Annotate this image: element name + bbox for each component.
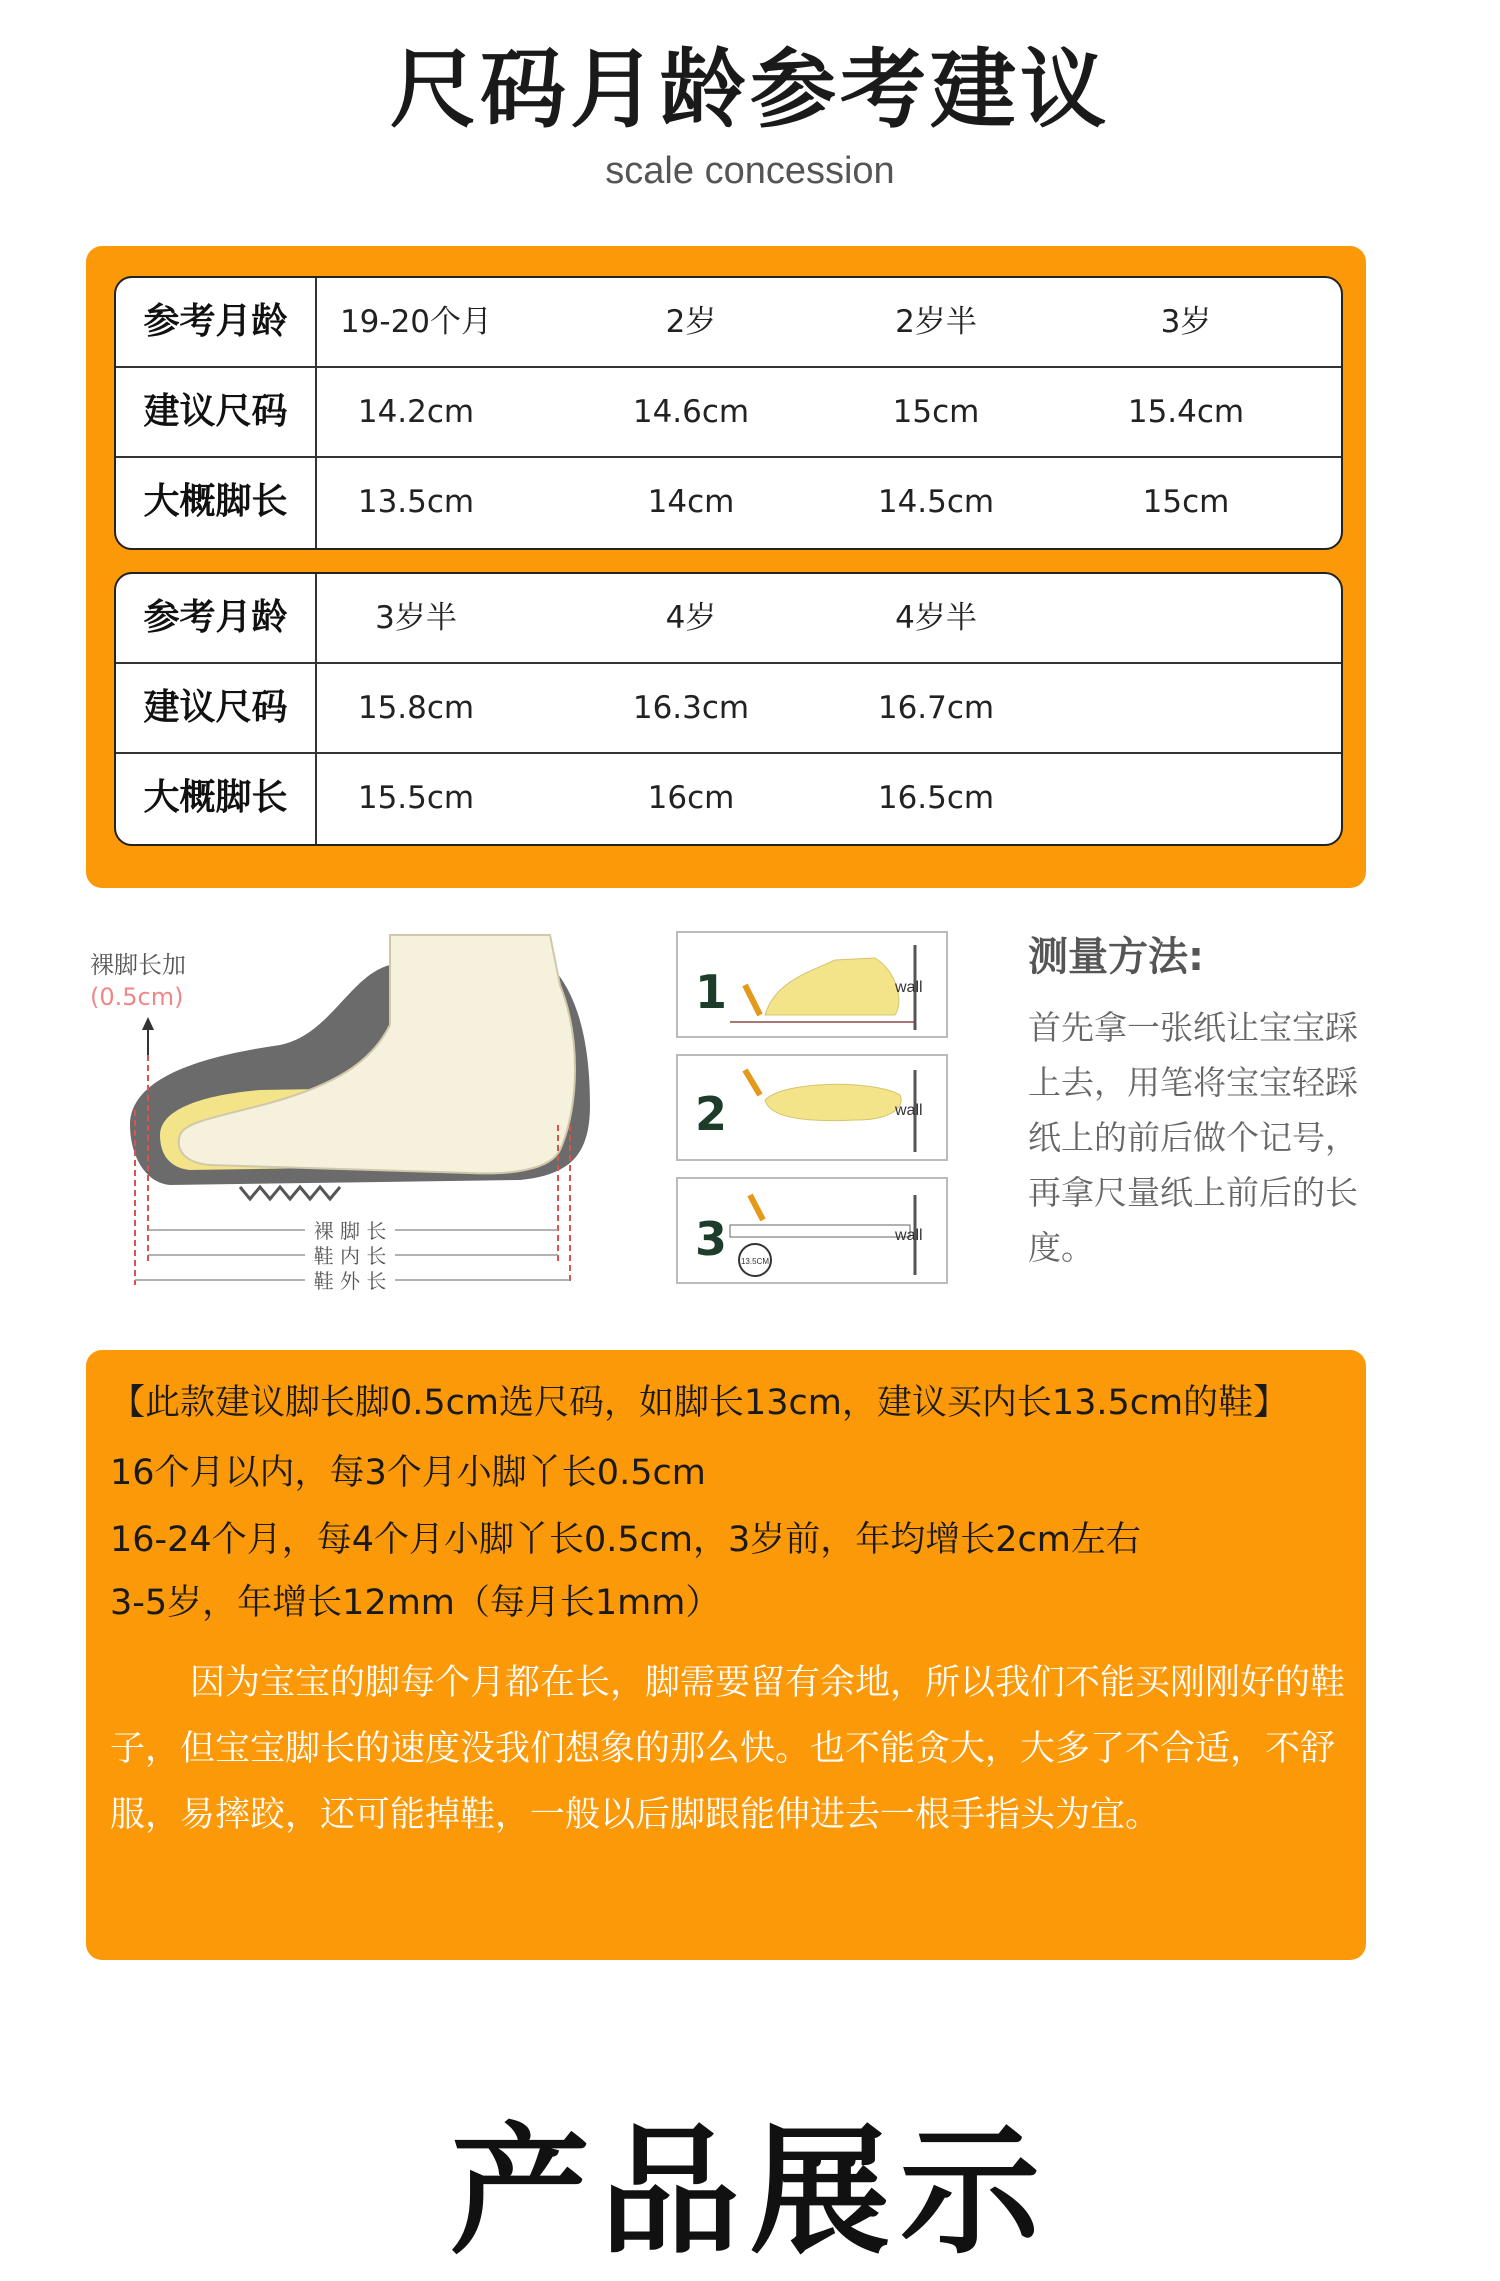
table-cell: 4岁半 (895, 600, 977, 636)
table-cell: 15cm (892, 394, 980, 430)
ruler-mark-label: 13.5CM (740, 1257, 770, 1266)
table-cell: 15cm (1142, 484, 1230, 520)
table-cell: 2岁 (665, 304, 717, 340)
table-cell: 14.2cm (357, 394, 475, 430)
table-cell: 15.5cm (357, 780, 475, 816)
table-cell (1076, 754, 1296, 842)
row-label: 建议尺码 (143, 391, 288, 432)
wall-label: wall (895, 979, 923, 996)
step-3-number: 3 (695, 1212, 728, 1266)
info-line-4: 3-5岁，年增长12mm（每月长1mm） (110, 1583, 721, 1623)
inner-length-label: 鞋 内 长 (313, 1244, 387, 1268)
row-label: 参考月龄 (143, 597, 288, 638)
table-cell: 19-20个月 (339, 304, 493, 340)
sole-tread (240, 1187, 340, 1199)
size-table-2 (114, 572, 1343, 846)
info-line-3: 16-24个月，每4个月小脚丫长0.5cm，3岁前，年均增长2cm左右 (110, 1520, 1141, 1560)
page-title: 尺码月龄参考建议 (390, 40, 1110, 140)
size-table-1 (114, 276, 1343, 550)
table-cell (1076, 574, 1296, 662)
row-label: 参考月龄 (143, 301, 288, 342)
table-cell: 15.8cm (357, 690, 475, 726)
step-1-number: 1 (695, 965, 728, 1019)
page-subtitle: scale concession (605, 150, 895, 192)
table-cell: 16.7cm (877, 690, 995, 726)
outer-length-label: 鞋 外 长 (313, 1269, 387, 1293)
table-cell: 3岁半 (375, 600, 457, 636)
table-cell: 16.3cm (632, 690, 750, 726)
table-cell: 14.5cm (877, 484, 995, 520)
product-showcase-title: 产品展示 (449, 2111, 1050, 2274)
table-cell: 4岁 (665, 600, 717, 636)
row-label: 建议尺码 (143, 687, 288, 728)
table-cell: 16cm (647, 780, 735, 816)
table-cell: 2岁半 (895, 304, 977, 340)
table-cell (1076, 664, 1296, 752)
method-text: 首先拿一张纸让宝宝踩上去，用笔将宝宝轻踩纸上的前后做个记号，再拿尺量纸上前后的长度。 (1028, 1008, 1358, 1267)
table-row (116, 754, 1341, 842)
foot-measurement-diagram (90, 925, 610, 1305)
row-label: 大概脚长 (143, 777, 288, 818)
table-cell: 14.6cm (632, 394, 750, 430)
wall-label: wall (895, 1227, 923, 1244)
table-cell: 15.4cm (1127, 394, 1245, 430)
step-2-number: 2 (695, 1087, 728, 1141)
info-line-1: 【此款建议脚长脚0.5cm选尺码，如脚长13cm，建议买内长13.5cm的鞋】 (110, 1383, 1289, 1423)
table-row (116, 458, 1341, 546)
wall-label: wall (895, 1102, 923, 1119)
table-row (116, 574, 1341, 662)
foot-step-2 (765, 1084, 901, 1120)
info-paragraph: 因为宝宝的脚每个月都在长，脚需要留有余地，所以我们不能买刚刚好的鞋子，但宝宝脚长的速度没我们想象的那么快。也不能贪大，大多了不合适，不舒服，易摔跤，还可能掉鞋，一般以后脚跟能伸进去一根手指头为宜。 (110, 1663, 1346, 1835)
table-row (116, 368, 1341, 456)
barefoot-length-label: 裸 脚 长 (313, 1219, 387, 1243)
method-title: 测量方法: (1028, 934, 1204, 980)
measurement-steps-diagram (675, 930, 951, 1295)
barefoot-plus-label: 裸脚长加 (90, 951, 186, 979)
table-cell: 14cm (647, 484, 735, 520)
table-row (116, 664, 1341, 752)
table-cell: 13.5cm (357, 484, 475, 520)
table-cell: 3岁 (1160, 304, 1212, 340)
table-cell: 16.5cm (877, 780, 995, 816)
row-label: 大概脚长 (143, 481, 288, 522)
table-row (116, 278, 1341, 366)
info-line-2: 16个月以内，每3个月小脚丫长0.5cm (110, 1453, 706, 1493)
plus-value-label: (0.5cm) (90, 983, 184, 1011)
